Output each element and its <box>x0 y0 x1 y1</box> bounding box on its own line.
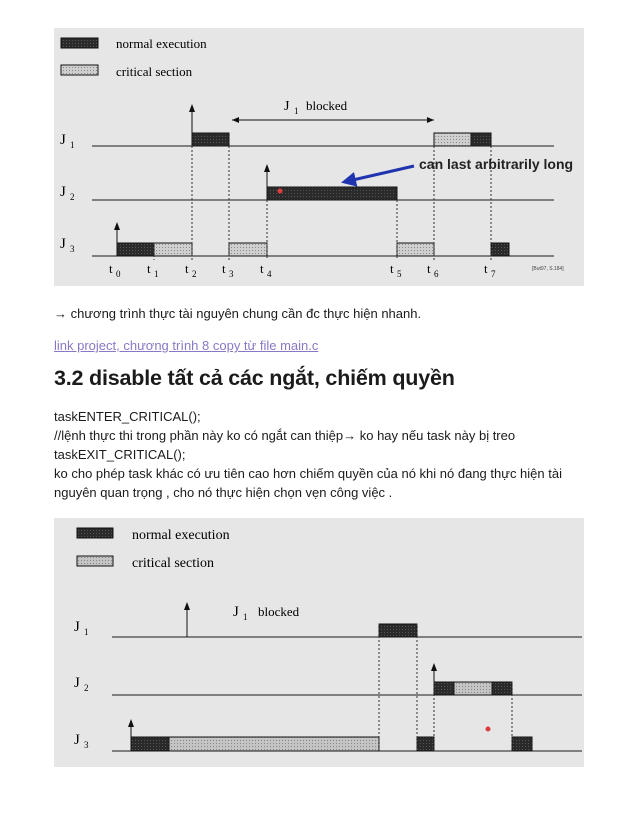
j3-normal-block-1-fig2 <box>131 737 169 751</box>
time-label-t1: t <box>147 261 151 276</box>
j1-normal-block-fig2 <box>379 624 417 637</box>
time-label-t2-sub: 2 <box>192 269 197 279</box>
legend-normal-swatch-2 <box>77 528 113 538</box>
blocked-span-right-arrow <box>427 117 434 123</box>
blocked-label-sub: 1 <box>294 106 299 116</box>
time-label-t0-sub: 0 <box>116 269 121 279</box>
citation: [But97, S.184] <box>532 266 564 272</box>
time-label-t3-sub: 3 <box>229 269 234 279</box>
legend-normal-label: normal execution <box>116 36 207 51</box>
j2-normal-block <box>267 187 397 200</box>
release-arrow-j3-2-head <box>128 719 134 727</box>
j3-critical-block-1 <box>154 243 192 256</box>
j1-normal-block-1 <box>192 133 229 146</box>
task-label-j3: J <box>60 236 66 252</box>
release-arrow-j1-2-head <box>184 602 190 610</box>
task-label-j1-sub-2: 1 <box>84 627 89 637</box>
task-label-j3-2: J <box>74 732 80 748</box>
release-arrow-j3-head <box>114 222 120 230</box>
legend-normal-label-2: normal execution <box>132 528 230 543</box>
task-label-j3-sub-2: 3 <box>84 740 89 750</box>
legend-normal-swatch <box>61 38 98 48</box>
project-link[interactable]: link project, chương trình 8 copy từ file main.c <box>54 338 319 353</box>
note-text: → chương trình thực tài nguyên chung cần đc thực hiện nhanh. <box>54 306 422 321</box>
red-dot <box>278 189 283 194</box>
blocked-text: blocked <box>306 98 348 113</box>
blocked-label-j: J <box>284 99 290 114</box>
j3-critical-block-3 <box>397 243 434 256</box>
task-label-j2-sub-2: 2 <box>84 683 89 693</box>
time-label-t3: t <box>222 261 226 276</box>
j2-normal-block-1-fig2 <box>434 682 454 695</box>
time-label-t2: t <box>185 261 189 276</box>
blocked-label-j-2: J <box>233 604 239 620</box>
time-label-t7-sub: 7 <box>491 269 496 279</box>
task-label-j2-sub: 2 <box>70 192 75 202</box>
figure-priority-inversion <box>54 28 584 286</box>
blocked-label-sub-2: 1 <box>243 612 248 622</box>
annotation-arrow <box>344 166 414 182</box>
time-label-t6: t <box>427 261 431 276</box>
j3-normal-block-2-fig2 <box>417 737 434 751</box>
section-heading: 3.2 disable tất cả các ngắt, chiếm quyền <box>54 366 455 390</box>
blocked-span-left-arrow <box>232 117 239 123</box>
figure-disable-interrupts <box>54 518 584 767</box>
task-label-j1-2: J <box>74 619 80 635</box>
release-arrow-j1-head <box>189 104 195 112</box>
body-line-1: taskENTER_CRITICAL(); <box>54 409 201 424</box>
j3-critical-block-2 <box>229 243 267 256</box>
task-label-j1-sub: 1 <box>70 140 75 150</box>
blocked-text-2: blocked <box>258 604 300 619</box>
task-label-j2-2: J <box>74 675 80 691</box>
legend-critical-label-2: critical section <box>132 556 215 571</box>
j3-normal-block-2 <box>491 243 509 256</box>
body-line-4: ko cho phép task khác có ưu tiên cao hơn chiếm quyền của nó khi nó đang thực hiện tài <box>54 466 562 481</box>
release-arrow-j2-2-head <box>431 663 437 671</box>
release-arrow-j2-head <box>264 164 270 172</box>
time-label-t7: t <box>484 261 488 276</box>
j3-normal-block-3-fig2 <box>512 737 532 751</box>
j3-critical-block-fig2 <box>169 737 379 751</box>
legend-critical-label: critical section <box>116 64 193 79</box>
annotation-text: can last arbitrarily long <box>419 156 574 172</box>
j1-normal-block-2 <box>471 133 491 146</box>
j3-normal-block-1 <box>117 243 154 256</box>
time-label-t4-sub: 4 <box>267 269 272 279</box>
legend-critical-swatch <box>61 65 98 75</box>
legend-critical-swatch-2 <box>77 556 113 566</box>
task-label-j1: J <box>60 132 66 148</box>
time-label-t4: t <box>260 261 264 276</box>
time-label-t5-sub: 5 <box>397 269 402 279</box>
task-label-j2: J <box>60 184 66 200</box>
body-line-2: //lệnh thực thi trong phần này ko có ngắt can thiệp→ ko hay nếu task này bị treo <box>54 428 516 443</box>
body-line-3: taskEXIT_CRITICAL(); <box>54 447 186 462</box>
task-label-j3-sub: 3 <box>70 244 75 254</box>
time-label-t6-sub: 6 <box>434 269 439 279</box>
j2-critical-block-fig2 <box>454 682 492 695</box>
body-line-5: nguyên quan trọng , cho nó thực hiện chọn vẹn công việc . <box>54 485 393 500</box>
j2-normal-block-2-fig2 <box>492 682 512 695</box>
time-label-t0: t <box>109 261 113 276</box>
time-label-t1-sub: 1 <box>154 269 159 279</box>
red-dot-fig2 <box>486 727 491 732</box>
section-body <box>54 407 594 502</box>
time-label-t5: t <box>390 261 394 276</box>
j1-critical-block <box>434 133 471 146</box>
